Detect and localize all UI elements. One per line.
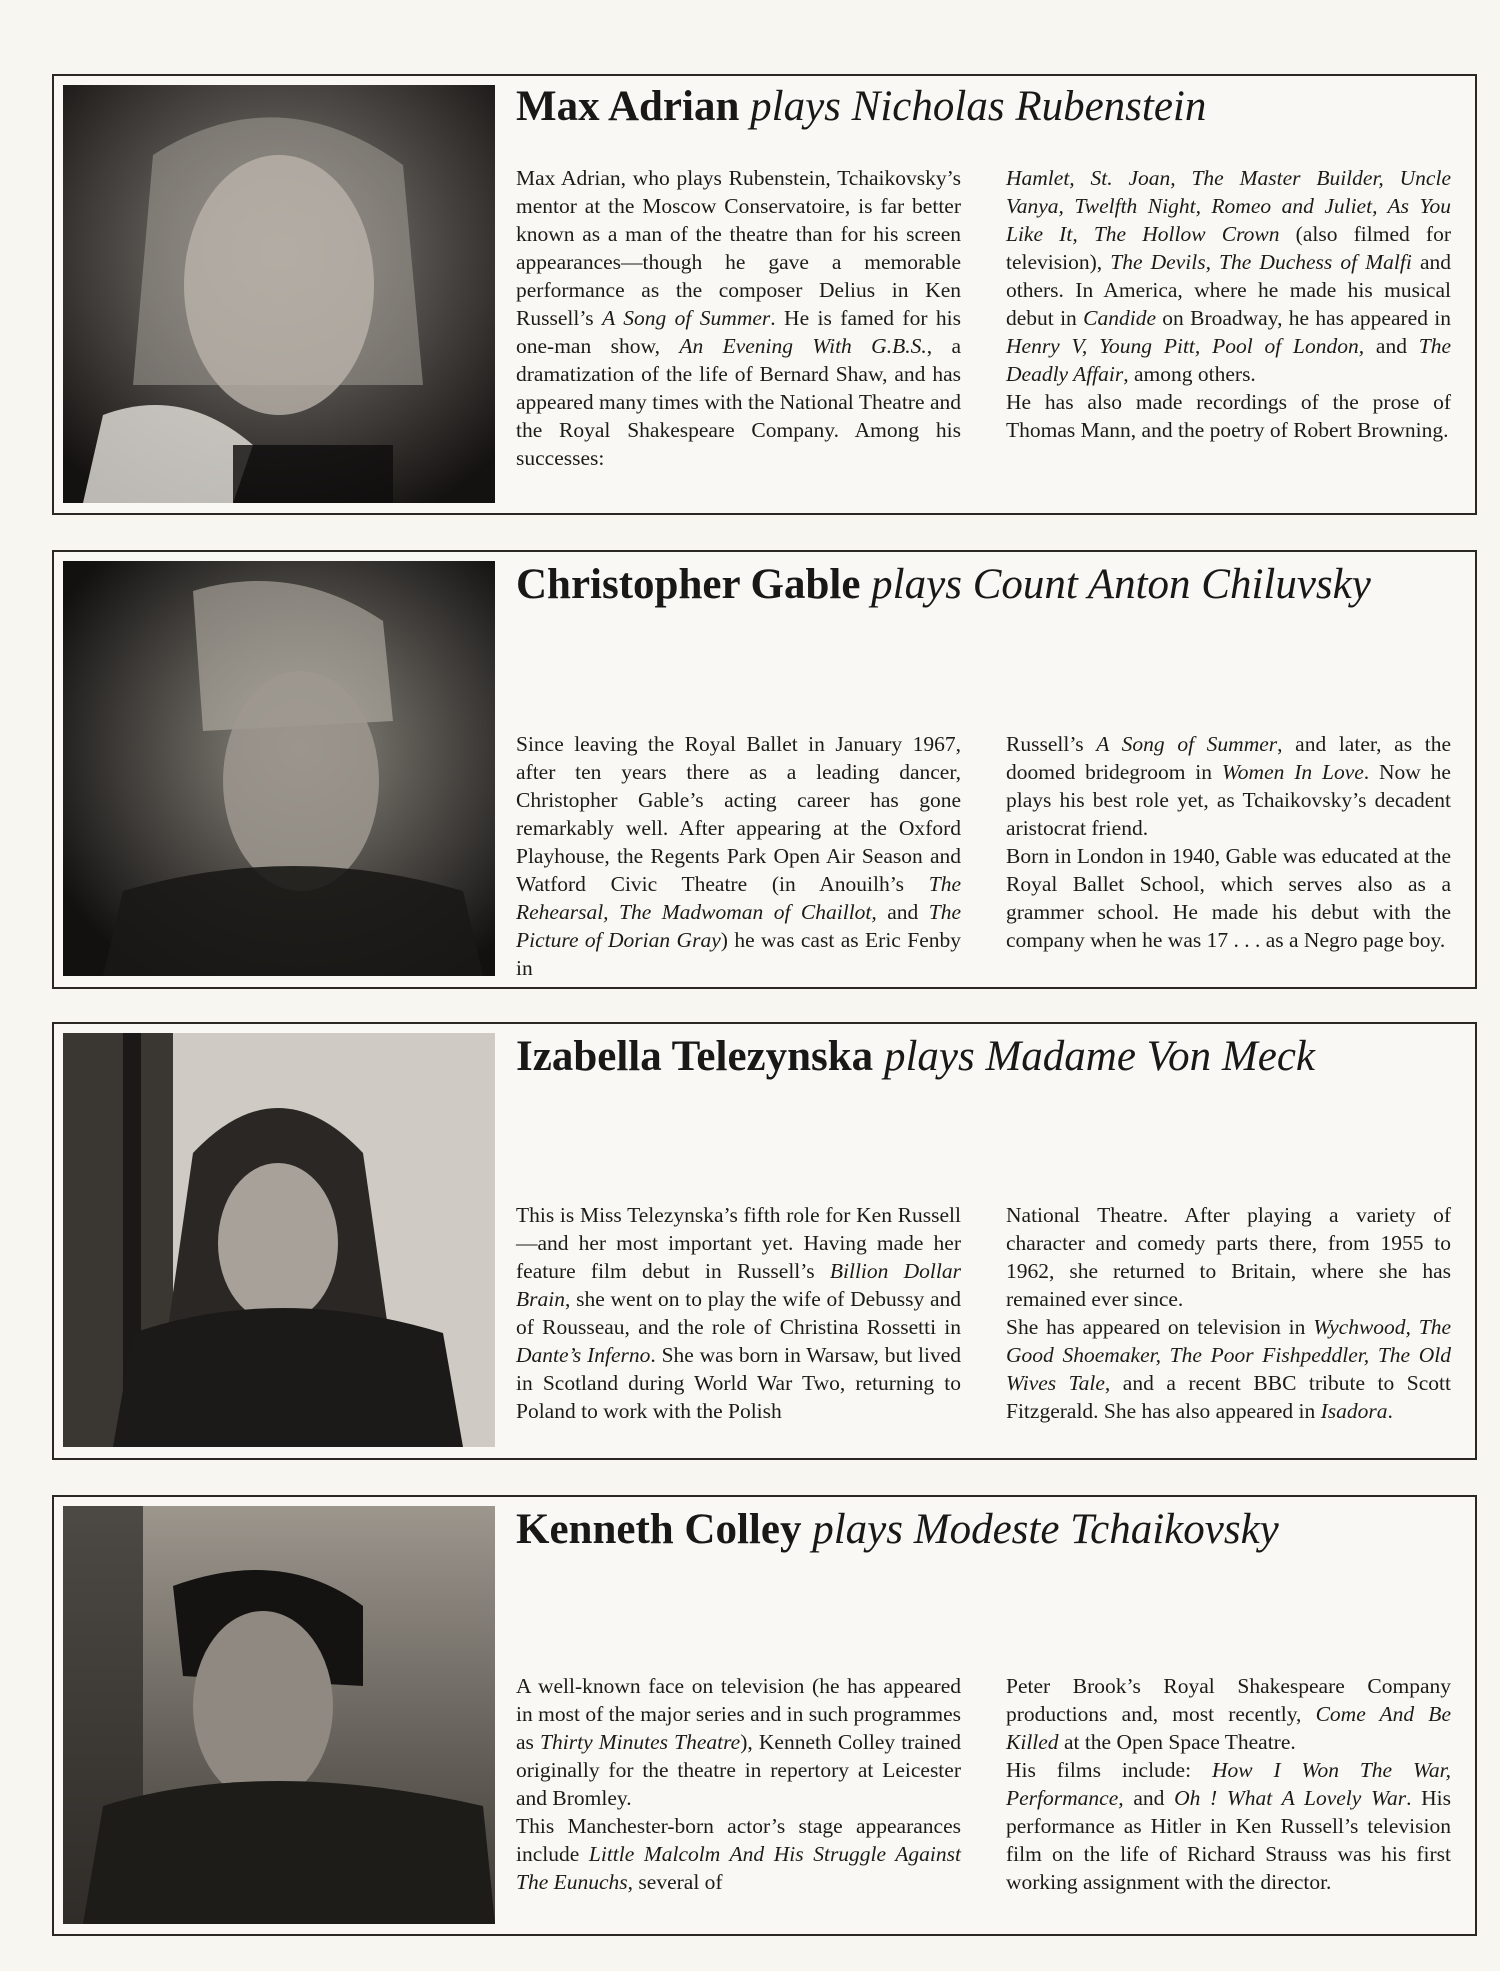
bio-paragraph bbox=[516, 1201, 961, 1425]
cast-card-kenneth-colley bbox=[52, 1495, 1477, 1936]
bio-title-italic: Candide bbox=[1083, 306, 1156, 330]
bio-text: and bbox=[876, 900, 929, 924]
bio-text: . Now he plays his best role yet, as Tchaikovsky’s decadent aristocrat friend. bbox=[1006, 760, 1451, 840]
card-title bbox=[516, 80, 1465, 134]
bio-text: . bbox=[1387, 1399, 1393, 1423]
bio-column-left bbox=[516, 164, 961, 472]
role-name: Madame Von Meck bbox=[985, 1033, 1316, 1080]
actor-name: Christopher Gable bbox=[516, 561, 861, 608]
bio-title-italic: A Song of Summer bbox=[1096, 732, 1278, 756]
actor-name: Izabella Telezynska bbox=[516, 1033, 874, 1080]
bio-text: , a dramatization of the life of Bernard Shaw, and has appeared many times with the National Theatre and the Royal Shakespeare Company. Among his successes: bbox=[516, 334, 962, 470]
bio-paragraph bbox=[516, 1812, 961, 1896]
bio-text: on Broadway, he has appeared in bbox=[1155, 306, 1451, 330]
bio-title-italic: Isadora bbox=[1320, 1399, 1388, 1423]
role-name: Nicholas Rubenstein bbox=[851, 83, 1207, 130]
bio-paragraph bbox=[516, 1672, 961, 1812]
portrait-photo-christopher-gable bbox=[63, 561, 495, 976]
bio-title-italic: A Song of Summer bbox=[602, 306, 771, 330]
bio-title-italic: Wychwood, The Good Shoemaker, The Poor Fishpeddler, The Old Wives Tale bbox=[1006, 1315, 1451, 1395]
bio-title-italic: Hamlet, St. Joan, The Master Builder, Uncle Vanya, Twelfth Night, Romeo and Juliet, As You Like It, The Hollow Crown bbox=[1006, 166, 1451, 246]
bio-text: This Manchester-born actor’s stage appearances include bbox=[516, 1814, 961, 1866]
bio-text: , she went on to play the wife of Debussy and of Rousseau, and the role of Christina Rossetti in bbox=[516, 1287, 961, 1339]
portrait-photo-izabella-telezynska bbox=[63, 1033, 495, 1447]
bio-title-italic: Come And Be Killed bbox=[1006, 1702, 1451, 1754]
bio-title-italic: The Picture of Dorian Gray bbox=[516, 900, 961, 952]
bio-text: , and later, as the doomed bridegroom in bbox=[1006, 732, 1451, 784]
bio-title-italic: Little Malcolm And His Struggle Against The Eunuchs bbox=[516, 1842, 961, 1894]
bio-title-italic: How I Won The War, Performance, bbox=[1006, 1758, 1451, 1810]
bio-column-right bbox=[1006, 1201, 1451, 1425]
bio-text: His films include: bbox=[1006, 1758, 1212, 1782]
bio-column-left bbox=[516, 1201, 961, 1425]
bio-text: . His performance as Hitler in Ken Russell’s television film on the life of Richard Strauss was his first working assignment with the director. bbox=[1006, 1786, 1451, 1894]
portrait-photo-max-adrian bbox=[63, 85, 495, 503]
bio-title-italic: The Rehearsal, The Madwoman of Chaillot, bbox=[516, 872, 961, 924]
bio-text: , among others. bbox=[1123, 362, 1256, 386]
bio-text: and bbox=[1364, 334, 1419, 358]
bio-text: Russell’s bbox=[1006, 732, 1097, 756]
bio-text: Max Adrian, who plays Rubenstein, Tchaikovsky’s mentor at the Moscow Conservatoire, is far better known as a man of the theatre than for his screen appearances—though he gave a memorable performance as the composer Delius in Ken Russell’s bbox=[516, 166, 961, 330]
bio-text: . She was born in Warsaw, but lived in Scotland during World War Two, returning to Poland to work with the Polish bbox=[516, 1343, 961, 1423]
bio-column-right bbox=[1006, 1672, 1451, 1896]
bio-title-italic: Billion Dollar Brain bbox=[516, 1259, 961, 1311]
bio-paragraph bbox=[1006, 1201, 1451, 1313]
bio-paragraph bbox=[1006, 730, 1451, 842]
plays-word: plays bbox=[871, 561, 962, 608]
bio-text: She has appeared on television in bbox=[1006, 1315, 1314, 1339]
bio-paragraph bbox=[1006, 1672, 1451, 1756]
cast-card-christopher-gable bbox=[52, 550, 1477, 989]
bio-text: This is Miss Telezynska’s fifth role for Ken Russell—and her most important yet. Having made her feature film debut in Russell’s bbox=[516, 1203, 961, 1283]
cast-card-izabella-telezynska bbox=[52, 1022, 1477, 1460]
bio-text: , and a recent BBC tribute to Scott Fitzgerald. She has also appeared in bbox=[1006, 1371, 1451, 1423]
plays-word: plays bbox=[812, 1506, 903, 1553]
bio-paragraph bbox=[516, 164, 961, 472]
role-name: Modeste Tchaikovsky bbox=[913, 1506, 1279, 1553]
bio-text: Peter Brook’s Royal Shakespeare Company productions and, most recently, bbox=[1006, 1674, 1451, 1726]
portrait-photo-kenneth-colley bbox=[63, 1506, 495, 1924]
cast-card-max-adrian bbox=[52, 74, 1477, 515]
bio-text: (also filmed for television), bbox=[1006, 222, 1451, 274]
bio-column-left bbox=[516, 730, 961, 982]
bio-text: National Theatre. After playing a variety of character and comedy parts there, from 1955 to 1962, she returned to Britain, where she has remained ever since. bbox=[1006, 1203, 1451, 1311]
bio-text: He has also made recordings of the prose of Thomas Mann, and the poetry of Robert Browning. bbox=[1006, 390, 1451, 442]
bio-text: at the Open Space Theatre. bbox=[1058, 1730, 1296, 1754]
bio-title-italic: Dante’s Inferno bbox=[516, 1343, 651, 1367]
bio-column-right bbox=[1006, 730, 1451, 954]
bio-paragraph bbox=[1006, 388, 1451, 444]
bio-title-italic: Women In Love bbox=[1221, 760, 1364, 784]
card-title bbox=[516, 1030, 1465, 1084]
bio-title-italic: Henry V, Young Pitt, Pool of London, bbox=[1006, 334, 1365, 358]
bio-column-left bbox=[516, 1672, 961, 1896]
bio-column-right bbox=[1006, 164, 1451, 444]
bio-title-italic: The Deadly Affair bbox=[1006, 334, 1452, 386]
actor-name: Kenneth Colley bbox=[516, 1506, 802, 1553]
bio-text: A well-known face on television (he has appeared in most of the major series and in such programmes as bbox=[516, 1674, 961, 1754]
bio-text: and bbox=[1123, 1786, 1175, 1810]
bio-paragraph bbox=[1006, 1756, 1451, 1896]
card-title bbox=[516, 558, 1465, 612]
bio-text: ), Kenneth Colley trained originally for the theatre in repertory at Leicester and Bromley. bbox=[516, 1730, 961, 1810]
bio-text: , several of bbox=[627, 1870, 723, 1894]
bio-title-italic: The Devils, The Duchess of Malfi bbox=[1110, 250, 1412, 274]
bio-text: . He is famed for his one-man show, bbox=[516, 306, 962, 358]
bio-text: Since leaving the Royal Ballet in January 1967, after ten years there as a leading dancer, Christopher Gable’s acting career has gone remarkably well. After appearing at the Oxford Playhouse, the Regents Park Open Air Season and Watford Civic Theatre (in Anouilh’s bbox=[516, 732, 961, 896]
bio-text: and others. In America, where he made his musical debut in bbox=[1006, 250, 1452, 330]
plays-word: plays bbox=[750, 83, 841, 130]
bio-paragraph bbox=[1006, 842, 1451, 954]
bio-paragraph bbox=[1006, 1313, 1451, 1425]
bio-title-italic: An Evening With G.B.S. bbox=[679, 334, 927, 358]
card-title bbox=[516, 1503, 1465, 1557]
bio-paragraph bbox=[516, 730, 961, 982]
bio-title-italic: Oh ! What A Lovely War bbox=[1174, 1786, 1407, 1810]
bio-title-italic: Thirty Minutes Theatre bbox=[540, 1730, 741, 1754]
bio-text: Born in London in 1940, Gable was educated at the Royal Ballet School, which serves also as a grammer school. He made his debut with the company when he was 17 . . . as a Negro page boy. bbox=[1006, 844, 1451, 952]
bio-paragraph bbox=[1006, 164, 1451, 388]
role-name: Count Anton Chiluvsky bbox=[972, 561, 1371, 608]
actor-name: Max Adrian bbox=[516, 83, 740, 130]
bio-text: ) he was cast as Eric Fenby in bbox=[516, 928, 961, 980]
plays-word: plays bbox=[883, 1033, 975, 1080]
